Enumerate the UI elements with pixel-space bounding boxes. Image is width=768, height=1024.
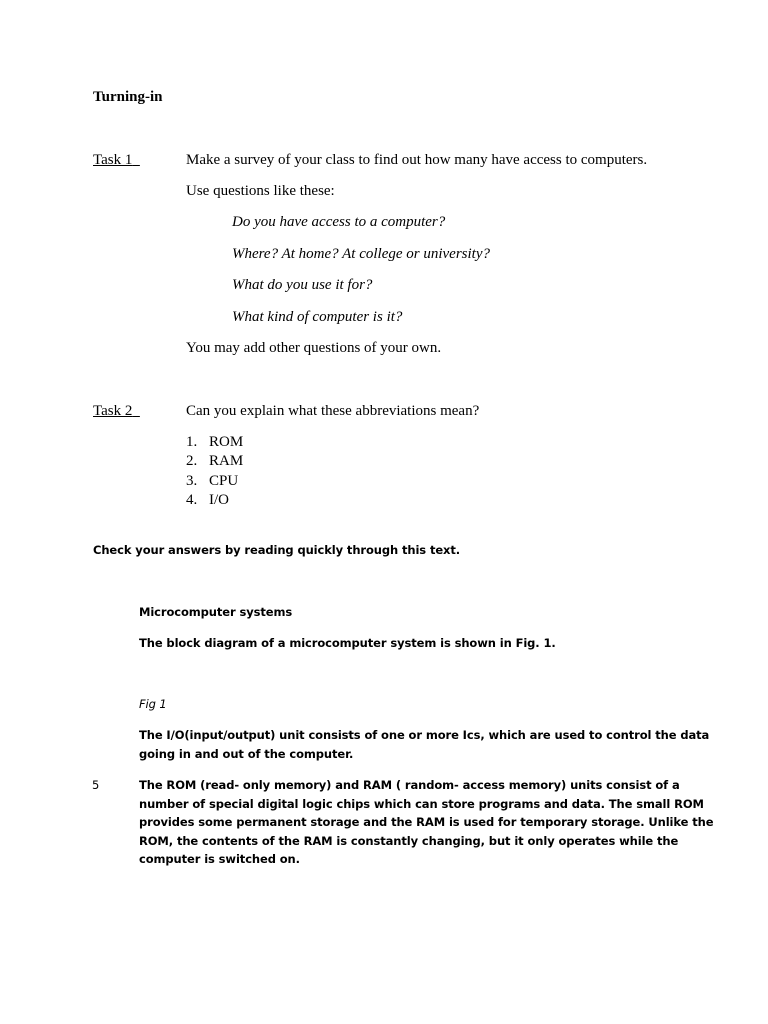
survey-question: What kind of computer is it?: [232, 309, 403, 325]
list-item-text: I/O: [209, 492, 229, 508]
list-item: [186, 472, 238, 490]
survey-question: Do you have access to a computer?: [232, 214, 446, 230]
figure-caption: Fig 1: [139, 697, 167, 711]
list-item-number: 3.: [186, 473, 198, 489]
list-item: [186, 433, 243, 451]
line-number: 5: [92, 778, 100, 792]
task-1-label: Task 1: [93, 152, 133, 168]
list-item-number: 2.: [186, 453, 198, 469]
list-item-text: RAM: [209, 453, 244, 469]
reading-heading: Microcomputer systems: [139, 605, 293, 619]
paragraph-line: ROM, the contents of the RAM is constantly changing, but it only operates while the: [139, 833, 679, 848]
paragraph-line: computer is switched on.: [139, 852, 300, 866]
list-item: [186, 452, 243, 470]
task-1-instruction: Make a survey of your class to find out how many have access to computers.: [186, 152, 648, 168]
paragraph-line: number of special digital logic chips which can store programs and data. The small ROM: [139, 796, 704, 811]
rom-ram-paragraph: [139, 776, 714, 869]
task-2-instruction: Can you explain what these abbreviations mean?: [186, 403, 480, 419]
list-item-text: CPU: [209, 473, 239, 489]
task-2-label: Task 2: [93, 403, 133, 419]
survey-question: Where? At home? At college or university?: [232, 246, 490, 262]
paragraph-line: The I/O(input/output) unit consists of one or more Ics, which are used to control the data: [139, 728, 710, 742]
task-1-closing: You may add other questions of your own.: [186, 340, 442, 356]
list-item: [186, 491, 229, 509]
reading-intro: The block diagram of a microcomputer system is shown in Fig. 1.: [139, 636, 556, 650]
list-item-number: 1.: [186, 434, 198, 450]
survey-question: What do you use it for?: [232, 277, 373, 293]
check-answers-text: Check your answers by reading quickly through this text.: [93, 543, 461, 557]
io-paragraph: [139, 726, 710, 763]
paragraph-line: provides some permanent storage and the RAM is used for temporary storage. Unlike the: [139, 815, 714, 829]
list-item-text: ROM: [209, 434, 244, 450]
paragraph-line: The ROM (read- only memory) and RAM ( random- access memory) units consist of a: [139, 778, 680, 792]
paragraph-line: going in and out of the computer.: [139, 746, 354, 761]
task-1-intro: Use questions like these:: [186, 183, 335, 199]
list-item-number: 4.: [186, 492, 198, 508]
page-title: Turning-in: [93, 89, 163, 105]
